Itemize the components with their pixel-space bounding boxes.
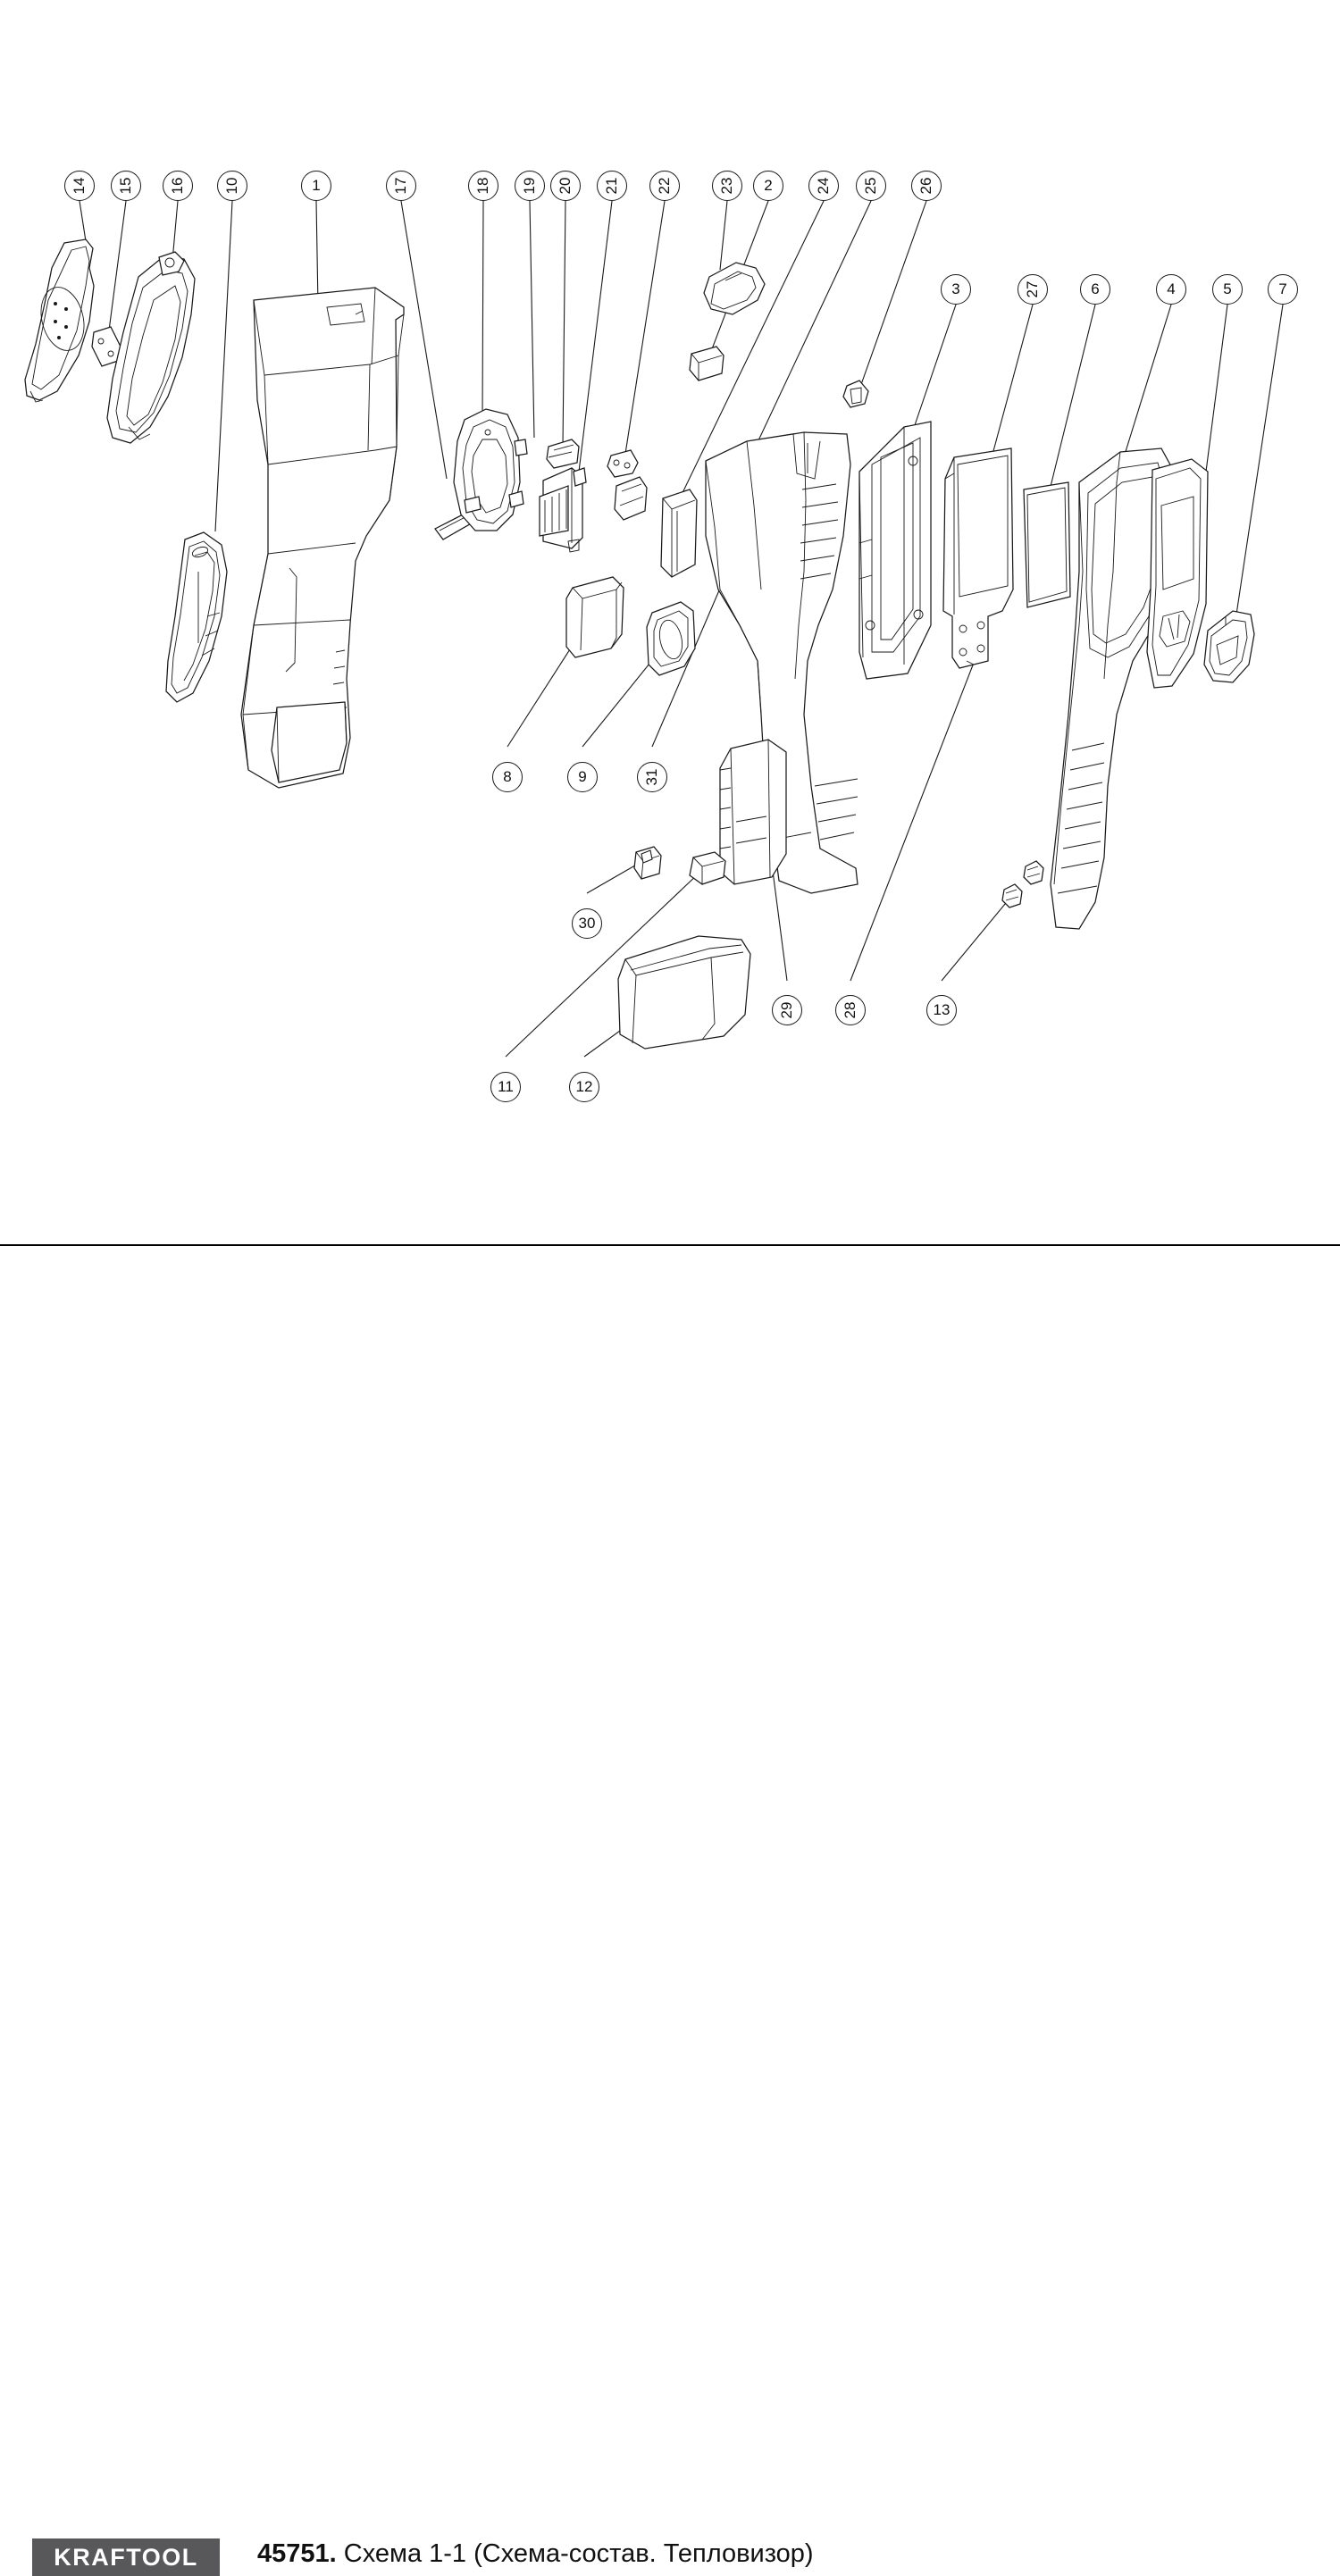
callout-12[interactable]: 12 <box>569 1072 599 1102</box>
part-13-screws <box>1002 861 1043 907</box>
part-2-pad <box>690 347 724 381</box>
callout-15[interactable]: 15 <box>111 171 141 201</box>
part-14-rear-cover <box>25 239 94 402</box>
callout-4[interactable]: 4 <box>1156 274 1186 305</box>
callout-22[interactable]: 22 <box>649 171 680 201</box>
part-1-front-housing <box>241 288 404 788</box>
callout-9[interactable]: 9 <box>567 762 598 792</box>
callout-6[interactable]: 6 <box>1080 274 1110 305</box>
callout-7[interactable]: 7 <box>1268 274 1298 305</box>
drawing-title <box>257 2539 814 2569</box>
part-11-base-plate <box>690 852 725 884</box>
callout-11[interactable]: 11 <box>490 1072 521 1102</box>
callout-21[interactable]: 21 <box>597 171 627 201</box>
part-6-lcd-panel <box>1024 482 1070 607</box>
part-27-pcb <box>943 448 1013 668</box>
part-8-window-pad <box>566 577 624 657</box>
part-21-plate <box>607 450 638 477</box>
footer <box>0 1246 1340 2571</box>
callout-31[interactable]: 31 <box>637 762 667 792</box>
kraftool-logo-text: KRAFTOOL <box>54 2543 198 2571</box>
part-5-back-cover <box>1147 459 1208 688</box>
callout-20[interactable]: 20 <box>550 171 581 201</box>
part-29-handle-insert <box>720 740 786 884</box>
callout-25[interactable]: 25 <box>856 171 886 201</box>
callout-8[interactable]: 8 <box>492 762 523 792</box>
callout-26[interactable]: 26 <box>911 171 942 201</box>
part-22-block <box>615 477 647 520</box>
callout-28[interactable]: 28 <box>835 995 866 1025</box>
drawing-title-text: Схема 1-1 (Схема-состав. Тепловизор) <box>343 2539 814 2568</box>
callout-13[interactable]: 13 <box>926 995 957 1025</box>
callout-30[interactable]: 30 <box>572 908 602 939</box>
callout-18[interactable]: 18 <box>468 171 498 201</box>
callout-19[interactable]: 19 <box>515 171 545 201</box>
callout-29[interactable]: 29 <box>772 995 802 1025</box>
part-12-holster <box>618 936 750 1049</box>
part-19-sensor-module <box>540 468 586 552</box>
callout-1[interactable]: 1 <box>301 171 331 201</box>
part-10-side-grip <box>166 532 227 702</box>
part-20-connector <box>547 439 579 468</box>
callout-17[interactable]: 17 <box>386 171 416 201</box>
kraftool-logo <box>32 2538 220 2576</box>
callout-5[interactable]: 5 <box>1212 274 1243 305</box>
part-16-side-panel <box>107 252 195 443</box>
part-30-switch <box>634 847 661 879</box>
part-24-flex-cable <box>661 489 697 577</box>
callout-27[interactable]: 27 <box>1018 274 1048 305</box>
part-23-trigger <box>704 263 765 314</box>
callout-14[interactable]: 14 <box>64 171 95 201</box>
part-18-lens-ring <box>454 409 527 531</box>
callout-16[interactable]: 16 <box>163 171 193 201</box>
callout-3[interactable]: 3 <box>941 274 971 305</box>
callout-24[interactable]: 24 <box>808 171 839 201</box>
callout-10[interactable]: 10 <box>217 171 247 201</box>
part-3-rear-frame <box>859 422 931 679</box>
callout-2[interactable]: 2 <box>753 171 783 201</box>
callout-23[interactable]: 23 <box>712 171 742 201</box>
part-25-tiny-clip <box>843 381 868 407</box>
drawing-code: 45751. <box>257 2539 337 2568</box>
part-7-end-clip <box>1204 611 1254 682</box>
